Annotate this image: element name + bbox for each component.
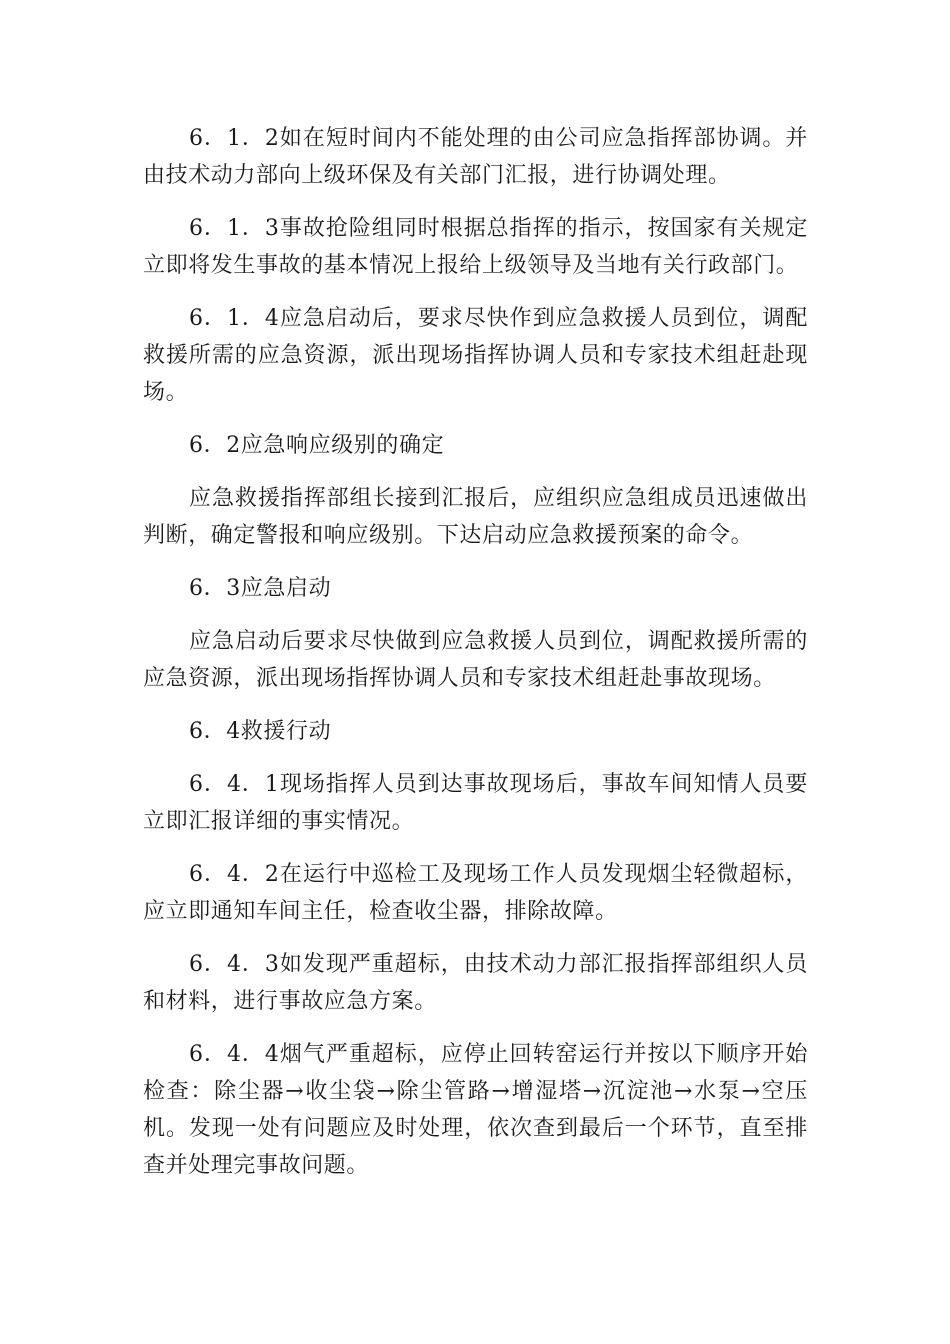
paragraph-6-4-3: 6．4．3如发现严重超标，由技术动力部汇报指挥部组织人员和材料，进行事故应急方案。 xyxy=(143,952,808,1014)
paragraph-emergency-start: 应急启动后要求尽快做到应急救援人员到位，调配救援所需的应急资源，派出现场指挥协调人员和专家技术组赶赴事故现场。 xyxy=(143,629,808,691)
paragraph-6-4-1: 6．4．1现场指挥人员到达事故现场后，事故车间知情人员要立即汇报详细的事实情况。 xyxy=(143,772,808,834)
document-page xyxy=(143,120,808,1200)
paragraph-6-4-4: 6．4．4烟气严重超标，应停止回转窑运行并按以下顺序开始检查：除尘器→收尘袋→除尘管路→增湿塔→沉淀池→水泵→空压机。发现一处有问题应及时处理，依次查到最后一个环节，直至排查并处理完事故问题。 xyxy=(143,1042,808,1178)
paragraph-6-1-4: 6．1．4应急启动后，要求尽快作到应急救援人员到位，调配救援所需的应急资源，派出现场指挥协调人员和专家技术组赶赴现场。 xyxy=(143,306,808,405)
heading-6-2: 6．2应急响应级别的确定 xyxy=(189,433,445,458)
paragraph-response-level: 应急救援指挥部组长接到汇报后，应组织应急组成员迅速做出判断，确定警报和响应级别。下达启动应急救援预案的命令。 xyxy=(143,486,808,548)
heading-6-3: 6．3应急启动 xyxy=(189,576,332,601)
paragraph-6-1-3: 6．1．3事故抢险组同时根据总指挥的指示，按国家有关规定立即将发生事故的基本情况上报给上级领导及当地有关行政部门。 xyxy=(143,216,808,278)
paragraph-6-1-2: 6．1．2如在短时间内不能处理的由公司应急指挥部协调。并由技术动力部向上级环保及有关部门汇报，进行协调处理。 xyxy=(143,126,808,188)
paragraph-6-4-2: 6．4．2在运行中巡检工及现场工作人员发现烟尘轻微超标，应立即通知车间主任，检查收尘器，排除故障。 xyxy=(143,862,808,924)
heading-6-4: 6．4救援行动 xyxy=(189,719,332,744)
